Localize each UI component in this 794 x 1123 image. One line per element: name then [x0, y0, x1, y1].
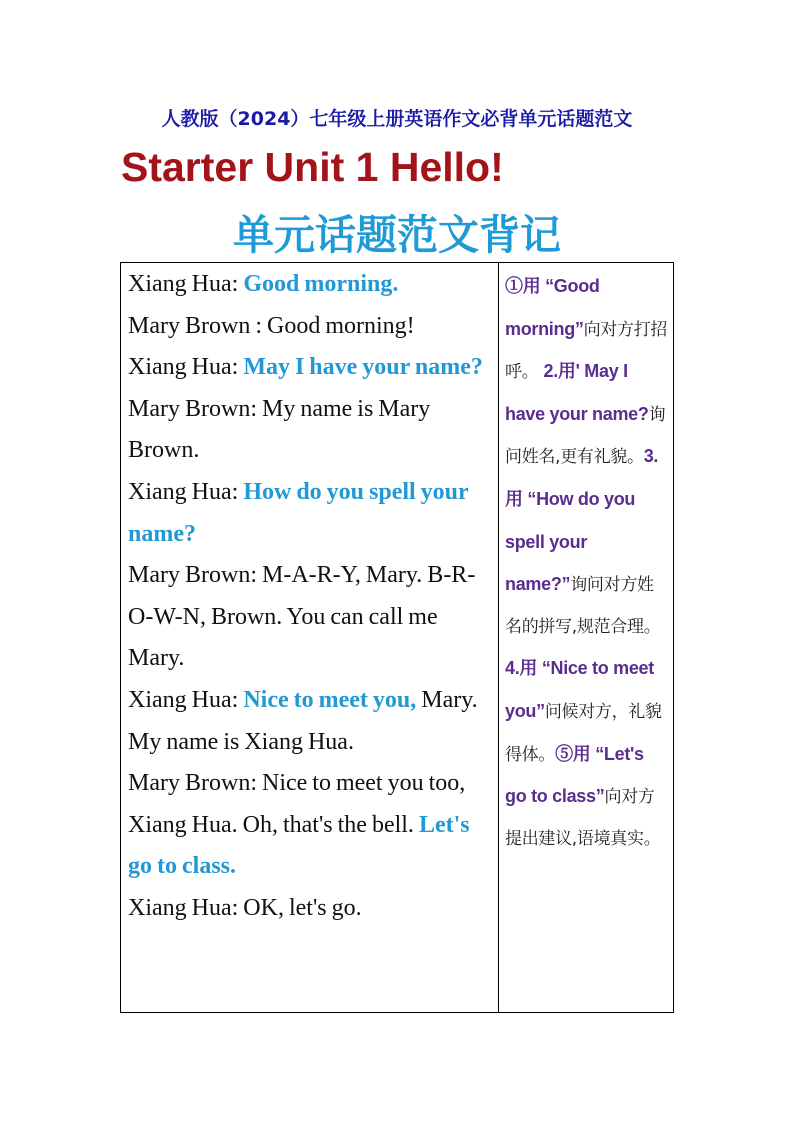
notes-text — [505, 266, 669, 860]
note-key-phrase: 2.用' May I have your name? — [505, 361, 649, 424]
dialogue-line-plain: Xiang Hua: OK, let's go. — [128, 894, 362, 921]
dialogue-key-phrase: How do you spell your name? — [128, 478, 469, 547]
dialogue-line-plain: Mary Brown: My name is Mary Brown. — [128, 395, 431, 464]
dialogue-key-phrase: May I have your name? — [243, 354, 483, 381]
dialogue-text — [128, 263, 494, 930]
note-key-phrase: 4.用 “Nice to meet you” — [505, 658, 654, 721]
note-key-phrase: ①用 “Good morning” — [505, 276, 600, 339]
note-explanation: 询问姓名,更有礼貌。 — [505, 404, 666, 468]
dialogue-line-plain: Mary Brown: M-A-R-Y, Mary. B-R-O-W-N, Brown. You can call me Mary. — [128, 562, 476, 672]
dialogue-key-phrase: Good morning. — [243, 271, 399, 297]
notes-column — [499, 263, 673, 1012]
unit-title: Starter Unit 1 Hello! — [121, 144, 504, 190]
note-explanation: 问候对方，礼貌得体。 — [505, 701, 662, 765]
dialogue-line-plain: Xiang Hua: — [128, 271, 244, 297]
dialogue-line-plain: Xiang Hua: — [128, 686, 244, 713]
dialogue-line-plain: Xiang Hua: — [128, 478, 244, 505]
dialogue-line-plain: Mary Brown: Nice to meet you too, Xiang Hua. Oh, that's the bell. — [128, 770, 466, 838]
document-header: 人教版（2024）七年级上册英语作文必背单元话题范文 — [161, 108, 633, 130]
note-explanation: 向对方提出建议,语境真实。 — [505, 787, 661, 849]
dialogue-key-phrase: Let's go to class. — [128, 811, 470, 880]
dialogue-line-tail: Mary. My name is Xiang Hua. — [128, 686, 478, 755]
dialogue-line-plain: Xiang Hua: — [128, 354, 244, 381]
note-explanation: 询问对方姓名的拼写,规范合理。 — [505, 575, 661, 637]
essay-table — [120, 262, 674, 1013]
note-key-phrase: 3.用 “How do you spell your name?” — [505, 446, 659, 595]
dialogue-column — [121, 263, 499, 1012]
note-key-phrase: ⑤用 “Let's go to class” — [505, 743, 644, 807]
note-explanation: 向对方打招呼。 — [505, 319, 668, 383]
dialogue-line-plain: Mary Brown : Good morning! — [128, 312, 415, 339]
dialogue-key-phrase: Nice to meet you, — [243, 686, 417, 713]
section-title: 单元话题范文背记 — [233, 211, 561, 259]
